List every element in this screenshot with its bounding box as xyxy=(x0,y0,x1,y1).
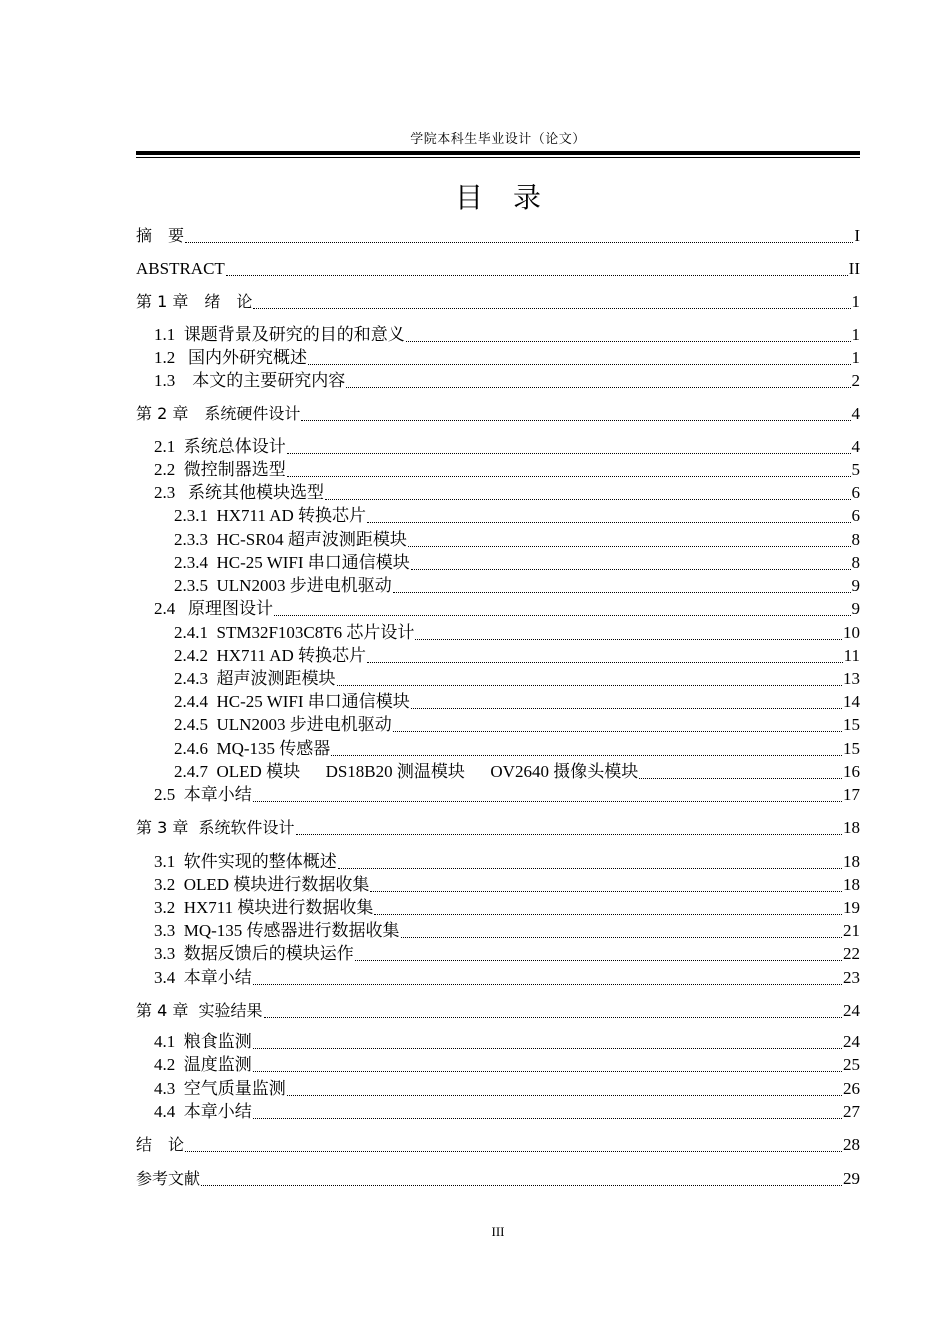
toc-leader-dots xyxy=(287,1094,842,1096)
toc-entry-chapter[interactable] xyxy=(136,817,860,839)
page-number: III xyxy=(491,1224,505,1239)
toc-leader-dots xyxy=(253,1070,842,1072)
toc-entry-label: 2.2 微控制器选型 xyxy=(154,460,286,479)
toc-leader-dots xyxy=(274,614,851,616)
toc-entry-chapter[interactable] xyxy=(136,403,860,425)
toc-entry-page: 15 xyxy=(843,739,860,758)
toc-entry-label: 2.4.1 STM32F103C8T6 芯片设计 xyxy=(174,623,415,642)
toc-entry-chapter[interactable] xyxy=(136,225,860,247)
toc-entry-section[interactable] xyxy=(136,1078,860,1100)
toc-leader-dots xyxy=(393,730,842,732)
toc-entry-label: 4.1 粮食监测 xyxy=(154,1032,252,1051)
toc-entry-section[interactable] xyxy=(136,874,860,896)
toc-entry-section[interactable] xyxy=(136,1054,860,1076)
toc-entry-label: ABSTRACT xyxy=(136,259,225,278)
toc-entry-section[interactable] xyxy=(136,347,860,369)
toc-entry-label: 2.4.4 HC-25 WIFI 串口通信模块 xyxy=(174,692,410,711)
toc-entry-page: 1 xyxy=(851,348,860,367)
toc-leader-dots xyxy=(374,913,842,915)
toc-leader-dots xyxy=(201,1184,842,1186)
toc-entry-page: II xyxy=(848,259,860,278)
toc-entry-page: 14 xyxy=(843,692,860,711)
toc-leader-dots xyxy=(331,754,842,756)
toc-entry-label: 3.1 软件实现的整体概述 xyxy=(154,852,337,871)
toc-leader-dots xyxy=(185,241,853,243)
toc-leader-dots xyxy=(355,959,842,961)
toc-entry-label: 3.4 本章小结 xyxy=(154,968,252,987)
toc-leader-dots xyxy=(226,274,848,276)
toc-entry-label: 第 3 章 系统软件设计 xyxy=(136,818,295,837)
toc-entry-label: 2.3 系统其他模块选型 xyxy=(154,483,324,502)
toc-entry-page: I xyxy=(854,226,860,245)
toc-leader-dots xyxy=(264,1016,842,1018)
toc-entry-subsection[interactable] xyxy=(136,575,860,597)
toc-entry-subsection[interactable] xyxy=(136,622,860,644)
toc-entry-page: 18 xyxy=(843,852,860,871)
toc-entry-section[interactable] xyxy=(136,967,860,989)
toc-entry-label: 1.2 国内外研究概述 xyxy=(154,348,307,367)
toc-entry-page: 1 xyxy=(851,325,860,344)
toc-entry-label: 结 论 xyxy=(136,1135,185,1154)
toc-entry-label: 3.3 数据反馈后的模块运作 xyxy=(154,944,354,963)
toc-entry-page: 9 xyxy=(851,576,860,595)
toc-leader-dots xyxy=(253,800,842,802)
header-rule-thick xyxy=(136,151,860,155)
toc-leader-dots xyxy=(325,498,851,500)
toc-leader-dots xyxy=(639,777,842,779)
running-header: 学院本科生毕业设计（论文） xyxy=(410,131,586,146)
toc-entry-label: 1.3 本文的主要研究内容 xyxy=(154,371,346,390)
toc-entry-page: 24 xyxy=(843,1001,860,1020)
toc-leader-dots xyxy=(338,867,842,869)
toc-entry-page: 13 xyxy=(843,669,860,688)
toc-entry-page: 8 xyxy=(851,553,860,572)
toc-leader-dots xyxy=(370,890,842,892)
toc-entry-page: 1 xyxy=(851,292,860,311)
toc-entry-subsection[interactable] xyxy=(136,505,860,527)
toc-entry-label: 第 1 章 绪 论 xyxy=(136,292,253,311)
toc-entry-page: 9 xyxy=(851,599,860,618)
toc-leader-dots xyxy=(253,1117,842,1119)
toc-entry-section[interactable] xyxy=(136,897,860,919)
toc-entry-section[interactable] xyxy=(136,598,860,620)
toc-entry-section[interactable] xyxy=(136,370,860,392)
toc-entry-chapter[interactable] xyxy=(136,1000,860,1022)
toc-leader-dots xyxy=(301,419,850,421)
toc-entry-section[interactable] xyxy=(136,1101,860,1123)
toc-entry-label: 2.3.3 HC-SR04 超声波测距模块 xyxy=(174,530,407,549)
toc-entry-section[interactable] xyxy=(136,784,860,806)
toc-entry-page: 11 xyxy=(843,646,860,665)
toc-entry-page: 6 xyxy=(851,506,860,525)
header-rule-thin xyxy=(136,157,860,158)
toc-entry-subsection[interactable] xyxy=(136,714,860,736)
toc-leader-dots xyxy=(346,386,850,388)
toc-entry-label: 2.3.1 HX711 AD 转换芯片 xyxy=(174,506,367,525)
toc-entry-page: 18 xyxy=(843,875,860,894)
toc-entry-section[interactable] xyxy=(136,1031,860,1053)
toc-entry-section[interactable] xyxy=(136,920,860,942)
toc-entry-label: 摘 要 xyxy=(136,226,185,245)
toc-entry-page: 16 xyxy=(843,762,860,781)
toc-entry-subsection[interactable] xyxy=(136,668,860,690)
toc-entry-page: 21 xyxy=(843,921,860,940)
toc-entry-label: 4.3 空气质量监测 xyxy=(154,1079,286,1098)
toc-entry-label: 2.5 本章小结 xyxy=(154,785,252,804)
toc-entry-section[interactable] xyxy=(136,324,860,346)
toc-entry-page: 5 xyxy=(851,460,860,479)
toc-entry-subsection[interactable] xyxy=(136,645,860,667)
toc-entry-label: 第 2 章 系统硬件设计 xyxy=(136,404,301,423)
toc-leader-dots xyxy=(337,684,843,686)
toc-entry-label: 3.3 MQ-135 传感器进行数据收集 xyxy=(154,921,400,940)
toc-entry-page: 4 xyxy=(851,404,860,423)
toc-entry-page: 4 xyxy=(851,437,860,456)
toc-entry-section[interactable] xyxy=(136,482,860,504)
toc-entry-label: 4.2 温度监测 xyxy=(154,1055,252,1074)
toc-leader-dots xyxy=(411,568,851,570)
toc-entry-section[interactable] xyxy=(136,436,860,458)
toc-entry-label: 2.1 系统总体设计 xyxy=(154,437,286,456)
toc-entry-page: 19 xyxy=(843,898,860,917)
toc-entry-page: 27 xyxy=(843,1102,860,1121)
toc-entry-page: 26 xyxy=(843,1079,860,1098)
toc-entry-subsection[interactable] xyxy=(136,761,860,783)
toc-entry-label: 1.1 课题背景及研究的目的和意义 xyxy=(154,325,405,344)
toc-entry-label: 2.4.6 MQ-135 传感器 xyxy=(174,739,331,758)
toc-entry-section[interactable] xyxy=(136,851,860,873)
toc-leader-dots xyxy=(287,475,851,477)
toc-entry-label: 参考文献 xyxy=(136,1169,201,1188)
toc-entry-page: 25 xyxy=(843,1055,860,1074)
toc-entry-page: 18 xyxy=(843,818,860,837)
toc-leader-dots xyxy=(296,833,842,835)
toc-entry-page: 6 xyxy=(851,483,860,502)
toc-leader-dots xyxy=(185,1150,842,1152)
toc-leader-dots xyxy=(401,936,842,938)
toc-entry-page: 28 xyxy=(843,1135,860,1154)
toc-leader-dots xyxy=(253,307,850,309)
toc-title: 目录 xyxy=(454,181,571,214)
toc-entry-page: 2 xyxy=(851,371,860,390)
toc-entry-section[interactable] xyxy=(136,943,860,965)
toc-entry-page: 24 xyxy=(843,1032,860,1051)
toc-entry-label: 2.4.2 HX711 AD 转换芯片 xyxy=(174,646,367,665)
toc-leader-dots xyxy=(411,707,842,709)
toc-entry-page: 15 xyxy=(843,715,860,734)
toc-entry-page: 17 xyxy=(843,785,860,804)
toc-entry-chapter[interactable] xyxy=(136,291,860,313)
toc-entry-page: 8 xyxy=(851,530,860,549)
toc-leader-dots xyxy=(253,1047,842,1049)
toc-entry-page: 29 xyxy=(843,1169,860,1188)
toc-leader-dots xyxy=(393,591,851,593)
toc-entry-chapter[interactable] xyxy=(136,1168,860,1190)
toc-entry-page: 10 xyxy=(843,623,860,642)
toc-entry-label: 2.4 原理图设计 xyxy=(154,599,273,618)
toc-entry-label: 3.2 OLED 模块进行数据收集 xyxy=(154,875,370,894)
toc-leader-dots xyxy=(367,521,850,523)
toc-leader-dots xyxy=(367,661,843,663)
toc-entry-chapter[interactable] xyxy=(136,1134,860,1156)
toc-entry-label: 2.4.5 ULN2003 步进电机驱动 xyxy=(174,715,392,734)
toc-entry-chapter[interactable] xyxy=(136,258,860,280)
toc-leader-dots xyxy=(287,452,851,454)
toc-leader-dots xyxy=(406,340,851,342)
toc-leader-dots xyxy=(415,638,842,640)
toc-entry-label: 2.3.5 ULN2003 步进电机驱动 xyxy=(174,576,392,595)
toc-leader-dots xyxy=(308,363,851,365)
toc-entry-subsection[interactable] xyxy=(136,529,860,551)
toc-entry-page: 22 xyxy=(843,944,860,963)
toc-entry-subsection[interactable] xyxy=(136,691,860,713)
toc-entry-label: 第 4 章 实验结果 xyxy=(136,1001,263,1020)
toc-entry-page: 23 xyxy=(843,968,860,987)
toc-entry-section[interactable] xyxy=(136,459,860,481)
toc-entry-label: 2.4.7 OLED 模块 DS18B20 测温模块 OV2640 摄像头模块 xyxy=(174,762,639,781)
toc-leader-dots xyxy=(408,545,851,547)
toc-leader-dots xyxy=(253,983,842,985)
toc-entry-label: 4.4 本章小结 xyxy=(154,1102,252,1121)
toc-entry-label: 3.2 HX711 模块进行数据收集 xyxy=(154,898,374,917)
toc-entry-label: 2.3.4 HC-25 WIFI 串口通信模块 xyxy=(174,553,410,572)
toc-entry-subsection[interactable] xyxy=(136,738,860,760)
toc-entry-subsection[interactable] xyxy=(136,552,860,574)
toc-entry-label: 2.4.3 超声波测距模块 xyxy=(174,669,336,688)
